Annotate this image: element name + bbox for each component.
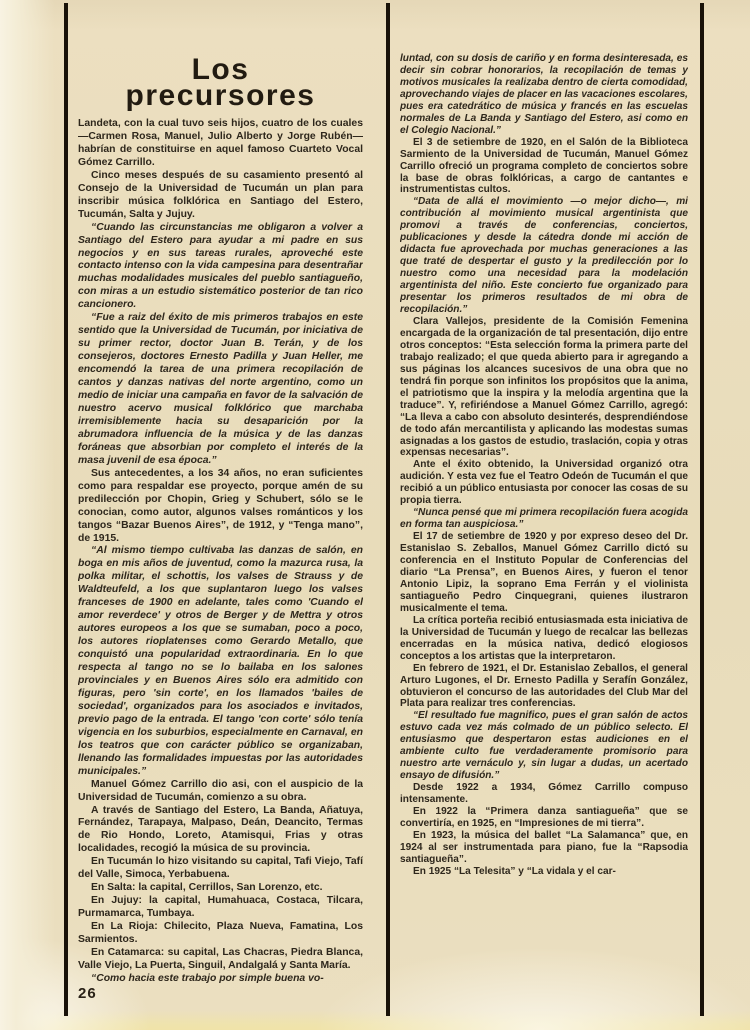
article-title-line1: Los [191,57,250,86]
paragraph: Clara Vallejos, presidente de la Comisión Femenina encargada de la organización de tal presentación, dijo entre otros conceptos: “Esta selección forma la primera parte del trabajo realizado; el que queda abierto para ir agregando a sus páginas los alcances sucesivos de una obra que no tendrá fin porque son infinitos los propósitos que la anima, el patriotismo que la inspira y la melodía argentina que la traduce”. Y, refiriéndose a Manuel Gómez Carrillo, agregó: “La lleva a cabo con absoluto desinterés, desprendiéndose de todo afán mercantilista y aplicando las modestas sumas asignadas a los gastos de estudio, traslación, copia y otras expensas necesarias”. [400,315,688,459]
paragraph: “Al mismo tiempo cultivaba las danzas de salón, en boga en mis años de juventud, como la mazurca rusa, la polka militar, el schottis, los valses de Strauss y de Waldteufeld, a los que suplantaron luego los valses franceses de 1900 en adelante, tales como 'Cuando el amor reverdece' y otros de Berger y de Mettra y otros autores europeos a los que se sumaban, poco a poco, los autores rioplatenses como Gerardo Metallo, que conquistó una popularidad extraordinaria. En lo que respecta al tango no se lo bailaba en los salones provinciales y en Buenos Aires sólo era admitido con figuras, pero 'sin corte', en los llamados 'bailes de sociedad', organizados para los asociados e invitados, previo pago de la entrada. El tango 'con corte' sólo tenía vigencia en los suburbios, especialmente en Carnaval, en los teatros que con carácter público se organizaban, llenando las formalidades impuestas por las autoridades municipales.” [78,545,363,777]
paragraph: A través de Santiago del Estero, La Banda, Añatuya, Fernández, Tarapaya, Malpaso, Deán, Deancito, Termas de Rio Hondo, Loreto, Atamisqui, Frias y otras localidades, recogió la música de su provincia. [78,804,363,855]
paragraph: Manuel Gómez Carrillo dio asi, con el auspicio de la Universidad de Tucumán, comienzo a su obra. [78,778,363,803]
paragraph: Ante el éxito obtenido, la Universidad organizó otra audición. Y esta vez fue el Teatro Odeón de Tucumán el que recibió a un público entusiasta por conocer las cosas de su propia tierra. [400,459,688,507]
article-title [78,57,363,112]
column-rule-right [700,3,704,1016]
paragraph: El 17 de setiembre de 1920 y por expreso deseo del Dr. Estanislao S. Zeballos, Manuel Gómez Carrillo dictó su conferencia en el Instituto Popular de Conferencias del diario “La Prensa”, en Buenos Aires, y fueron el tenor Antonio Lipiz, la soprano Ema Ferrán y el violinista santiagueño Pedro Cinquegrani, quienes ilustraron musicalmente el tema. [400,531,688,614]
paragraph: En febrero de 1921, el Dr. Estanislao Zeballos, el general Arturo Lugones, el Dr. Ernesto Padilla y Serafín González, obtuvieron el concurso de las autoridades del Club Mar del Plata para realizar tres conferencias. [400,662,688,710]
paragraph: En 1925 “La Telesita” y “La vidala y el car- [413,865,616,877]
paragraph: En Jujuy: la capital, Humahuaca, Costaca, Tilcara, Purmamarca, Tumbaya. [78,895,363,920]
paragraph: El 3 de setiembre de 1920, en el Salón de la Biblioteca Sarmiento de la Universidad de Tucumán, Manuel Gómez Carrillo ofreció un programa completo de conciertos sobre la base de obras folklóricas, a cargo de cantantes e instrumentistas cultos. [400,136,688,196]
paragraph: En 1923, la música del ballet “La Salamanca” que, en 1924 al ser instrumentada para piano, fue la “Rapsodia santiagueña”. [400,829,688,865]
right-column [400,53,688,989]
paragraph: “El resultado fue magnifico, pues el gran salón de actos estuvo cada vez más colmado de un público selecto. El entusiasmo que despertaron estas audiciones en el ambiente culto fue verdaderamente promisorio para nuestro arte vernáculo y, sin lugar a dudas, un acertado ensayo de difusión.” [400,710,688,782]
paragraph: En Catamarca: su capital, Las Chacras, Piedra Blanca, Valle Viejo, La Puerta, Singuil, Andalgalá y Santa María. [78,947,363,971]
paragraph: Desde 1922 a 1934, Gómez Carrillo compuso intensamente. [400,782,688,806]
article-title-line2: precursores [125,79,316,112]
paragraph: “Data de allá el movimiento —o mejor dicho—, mi contribución al movimiento musical argentinista que promovi a través de conferencias, conciertos, publicaciones y desde la cátedra donde mi acción de didacta fue aprovechada por muchas generaciones a las que traté de despertar el gusto y la predilección por lo nuestro como una necesidad para la modelación argentinista del niño. Este concierto fue organizado para presentar los primeros resultados de mi obra de recopilación.” [400,196,688,316]
paragraph: luntad, con su dosis de cariño y en forma desinteresada, es decir sin cobrar honorarios, la recopilación de temas y motivos musicales la realizaba dentro de cierta comodidad, aprovechando viajes de placer en las vacaciones escolares, pues era catedrático de música y francés en las escuelas normales de La Banda y Santiago del Estero, asi como en el Colegio Nacional.” [400,53,688,136]
paragraph: En Salta: la capital, Cerrillos, San Lorenzo, etc. [91,882,323,894]
paragraph: En La Rioja: Chilecito, Plaza Nueva, Famatina, Los Sarmientos. [78,921,363,946]
paragraph: Sus antecedentes, a los 34 años, no eran suficientes como para respaldar ese proyecto, porque amén de su predilección por Chopin, Grieg y Schubert, sólo se le conocian, como autor, algunos valses románticos y los tangos “Bazar Buenos Aires”, de 1912, y “Tenga mano”, de 1915. [78,467,363,544]
paragraph: En 1922 la “Primera danza santiagueña” que se convertiría, en 1925, en “Impresiones de mi tierra”. [400,806,688,829]
paragraph: Landeta, con la cual tuvo seis hijos, cuatro de los cuales —Carmen Rosa, Manuel, Julio Alberto y Jorge Rubén— habrían de constituirse en aquel famoso Cuarteto Vocal Gómez Carrillo. [78,118,363,168]
page-number: 26 [78,985,97,1002]
paragraph: “Fue a raiz del éxito de mis primeros trabajos en este sentido que la Universidad de Tucumán, por iniciativa de su primer rector, doctor Juan B. Terán, y de los consejeros, doctores Ernesto Padilla y Juan Heller, me encomendó la tarea de una primera recopilación de cantos y danzas nativas del norte argentino, como un medio de iniciar una campaña en favor de la salvación de nuestro acervo musical folklórico que marchaba irremisiblemente hacia su desaparición por la abrumadora influencia de la música y de las danzas foráneas que absorbian por completo el interés de la masa juvenil de esa época.” [78,312,363,466]
left-column [78,57,363,987]
paragraph: “Como hacia este trabajo por simple buena vo- [91,972,324,984]
column-rule-left [64,3,68,1016]
paragraph: Cinco meses después de su casamiento presentó al Consejo de la Universidad de Tucumán un plan para inscribir música folklórica en Santiago del Estero, Tucumán, Salta y Jujuy. [78,169,363,220]
column-rule-center [386,3,390,1016]
paragraph: La crítica porteña recibió entusiasmada esta iniciativa de la Universidad de Tucumán y luego de recalcar las bellezas encerradas en la música nativa, dedicó elogiosos conceptos a los artistas que la interpretaron. [400,614,688,662]
paragraph: En Tucumán lo hizo visitando su capital, Tafi Viejo, Tafí del Valle, Simoca, Yerbabuena. [78,856,363,881]
paragraph: “Cuando las circunstancias me obligaron a volver a Santiago del Estero para ayudar a mi padre en sus negocios y en sus tareas rurales, aproveché este contacto intenso con la vida campesina para desentrañar muchas modalidades musicales del pueblo santiagueño, con miras a un estudio sistemático posterior de tan rico cancionero. [78,221,363,311]
paragraph: “Nunca pensé que mi primera recopilación fuera acogida en forma tan auspiciosa.” [400,507,688,531]
